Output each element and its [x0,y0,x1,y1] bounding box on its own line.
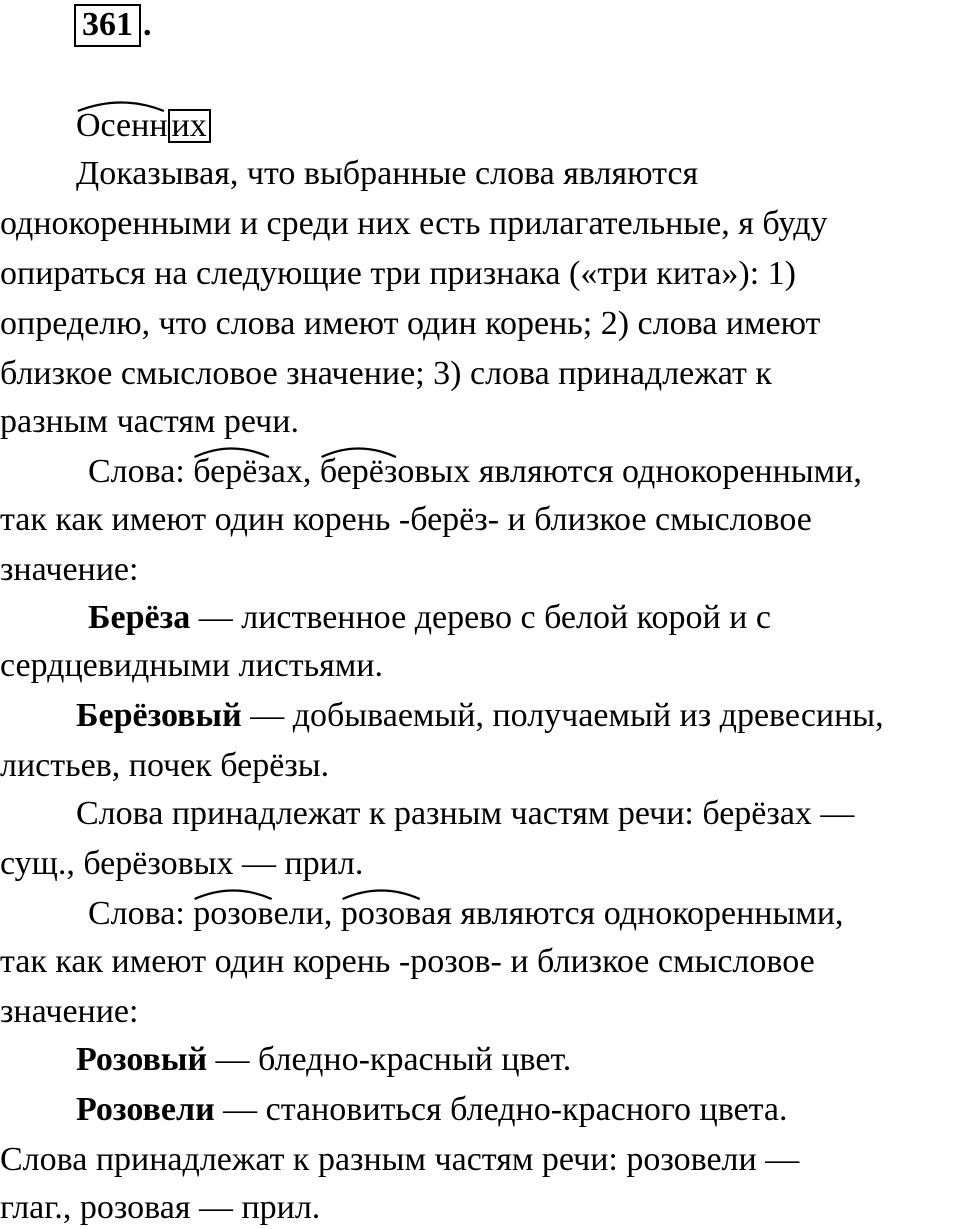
intro-line-6: разным частям речи. [0,403,299,440]
birch-word-1-root-text: берёз [193,453,271,490]
def-rozovy-term: Розовый [76,1041,208,1078]
rose-lead: Слова: [88,895,194,932]
def-bereza-term: Берёза [88,599,191,636]
def-rozoveli-line [76,1090,788,1130]
rose-word-2-root-text: розов [340,895,422,932]
rose-line-1 [88,894,844,934]
header-word [76,106,211,146]
birch-tail: являются однокоренными, [470,453,862,490]
def-berezovy-line-1 [76,696,884,736]
birch-word-2-root-text: берёз [319,453,398,490]
birch-separator: , [302,453,320,490]
rose-line-3: значение: [0,993,139,1030]
parts-birch-line-1: Слова принадлежат к разным частям речи: берёзах — [76,795,855,832]
birch-line-2: так как имеют один корень -берёз- и близкое смысловое [0,501,812,538]
birch-lead: Слова: [88,453,194,490]
header-word-ending: их [168,109,211,143]
birch-line-1 [88,452,862,492]
task-number [74,4,152,47]
rose-word-1-rest: ели [273,895,324,932]
birch-word-1-rest: ах [270,453,303,490]
def-rozoveli-text: — становиться бледно-красного цвета. [214,1091,788,1128]
header-word-root-text: Осенн [76,107,168,144]
intro-line-2: однокоренными и среди них есть прилагательные, я буду [0,205,828,242]
rose-word-1-root [193,894,273,934]
birch-word-1-root [193,452,270,492]
def-bereza-line-1 [88,598,771,638]
task-number-dot: . [143,6,152,43]
intro-line-4: определю, что слова имеют один корень; 2) слова имеют [0,305,821,342]
rose-word-2-rest: ая [421,895,452,932]
rose-tail: являются однокоренными, [451,895,844,932]
def-rozoveli-term: Розовели [76,1091,215,1128]
rose-word-1-root-text: розов [193,895,274,932]
parts-rose-line-2: глаг., розовая — прил. [0,1189,321,1226]
def-rozovy-line [76,1040,571,1080]
birch-word-2-rest: овых [397,453,471,490]
def-rozovy-text: — бледно-красный цвет. [207,1041,572,1078]
header-word-root [76,106,168,146]
intro-line-3: опираться на следующие три признака («три кита»): 1) [0,255,796,292]
intro-line-1: Доказывая, что выбранные слова являются [76,155,699,192]
parts-rose-line-1: Слова принадлежат к разным частям речи: розовели — [0,1141,800,1178]
rose-separator: , [323,895,341,932]
def-berezovy-line-2: листьев, почек берёзы. [0,747,330,784]
rose-line-2: так как имеют один корень -розов- и близкое смысловое [0,943,815,980]
task-number-box: 361 [74,4,141,47]
def-berezovy-text: — добываемый, получаемый из древесины, [241,697,884,734]
def-bereza-text: — лиственное дерево с белой корой и с [190,599,771,636]
def-berezovy-term: Берёзовый [76,697,242,734]
rose-word-2-root [341,894,421,934]
def-bereza-line-2: сердцевидными листьями. [0,647,383,684]
birch-line-3: значение: [0,551,139,588]
birch-word-2-root [320,452,397,492]
intro-line-5: близкое смысловое значение; 3) слова принадлежат к [0,355,772,392]
parts-birch-line-2: сущ., берёзовых — прил. [0,845,364,882]
